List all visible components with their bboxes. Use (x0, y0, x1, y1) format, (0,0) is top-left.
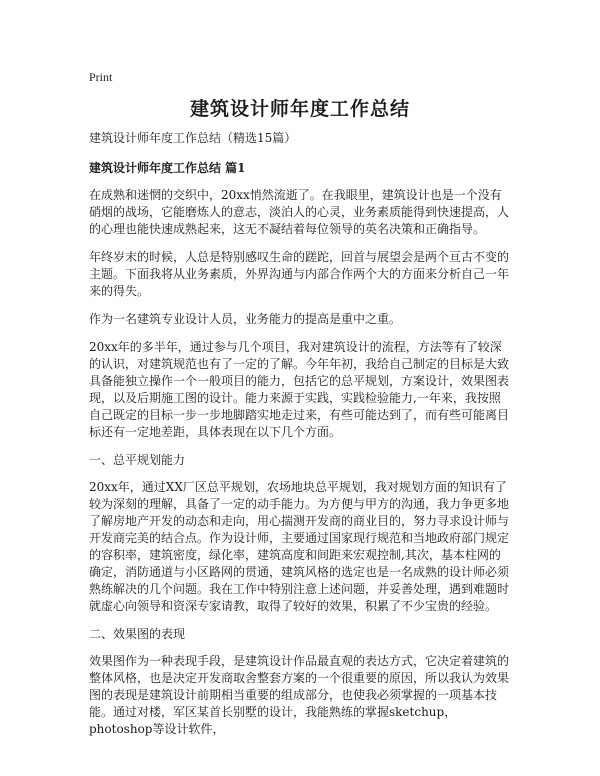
paragraph-intro: 在成熟和迷惘的交织中，20xx悄然流逝了。在我眼里，建筑设计也是一个没有硝烟的战场，它能磨炼人的意志，淡泊人的心灵，业务素质能得到快速提高，人的心理也能快速成熟起来，这无不凝结着每位领导的英名决策和正确指导。 (89, 188, 510, 236)
paragraph-business-ability: 作为一名建筑专业设计人员，业务能力的提高是重中之重。 (89, 312, 402, 326)
paragraph-site-planning: 20xx年，通过XX厂区总平规划，农场地块总平规划，我对规划方面的知识有了较为深刻的理解，具备了一定的动手能力。为方便与甲方的沟通，我力争更多地了解房地产开发的动态和走向，用心揣测开发商的商业目的，努力寻求设计师与开发商完美的结合点。作为设计师，主要通过国家现行规范和当地政府部门规定的容积率，建筑密度，绿化率，建筑高度和间距来宏观控制,其次，基本柱网的确定，消防通道与小区路网的贯通，建筑风格的选定也是一名成熟的设计师必须熟练解决的几个问题。我在工作中特别注意上述问题，并妥善处理，遇到难题时就虚心向领导和资深专家请教，取得了较好的效果，积累了不少宝贵的经验。 (89, 480, 510, 613)
document-title: 建筑设计师年度工作总结 (189, 98, 410, 120)
document-subtitle: 建筑设计师年度工作总结（精选15篇） (89, 131, 297, 145)
section-heading: 建筑设计师年度工作总结 篇1 (89, 161, 246, 175)
heading-rendering: 二、效果图的表现 (89, 627, 186, 641)
print-link[interactable]: Print (89, 70, 113, 84)
document-body (89, 130, 511, 749)
paragraph-year-end: 年终岁末的时候，人总是特别感叹生命的蹉跎，回首与展望会是两个亘古不变的主题。下面我将从业务素质，外界沟通与内部合作两个大的方面来分析自己一年来的得失。 (89, 250, 510, 298)
heading-site-planning: 一、总平规划能力 (89, 453, 186, 467)
paragraph-projects: 20xx年的多半年，通过参与几个项目，我对建筑设计的流程，方法等有了较深的认识，对建筑规范也有了一定的了解。今年年初，我给自己制定的目标是大致具备能独立操作一个一般项目的能力，包括它的总平规划，方案设计，效果图表现，以及后期施工图的设计。能力来源于实践，实践检验能力,一年来，我按照自己既定的目标一步一步地脚踏实地走过来，有些可能达到了，而有些可能离目标还有一定地差距，具体表现在以下几个方面。 (89, 340, 510, 439)
paragraph-rendering: 效果图作为一种表现手段，是建筑设计作品最直观的表达方式，它决定着建筑的整体风格，也是决定开发商取舍整套方案的一个很重要的原因，所以我认为效果图的表现是建筑设计前期相当重要的组成部分，也使我必须掌握的一项基本技能。通过对楼，军区某首长别墅的设计，我能熟练的掌握sketchup，photoshop等设计软件， (89, 654, 510, 736)
